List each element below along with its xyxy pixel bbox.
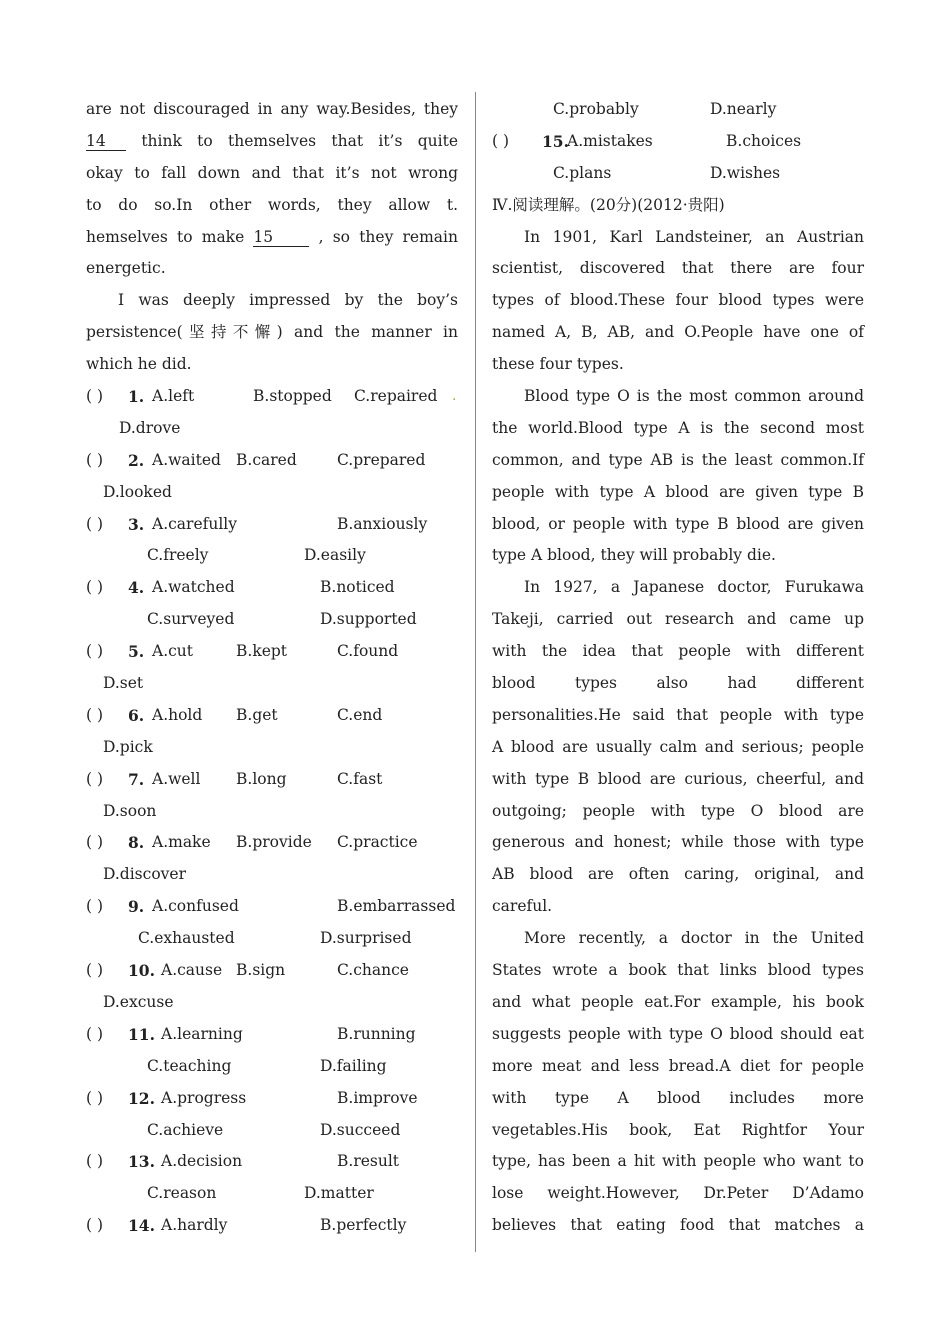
question-row-cont (86, 1178, 458, 1210)
question-row-cont (492, 158, 864, 190)
passage-line: personalities.He said that people with type (492, 705, 864, 724)
question-row (86, 891, 458, 923)
option-b: B.perfectly (320, 1216, 407, 1235)
option-b: B.running (337, 1024, 416, 1043)
question-row-cont (492, 94, 864, 126)
answer-paren: ( ) (86, 1152, 104, 1171)
question-row-cont (86, 1115, 458, 1147)
answer-paren: ( ) (86, 642, 104, 661)
passage-line: I was deeply impressed by the boy’s (118, 291, 458, 310)
passage-line: common, and type AB is the least common.If (492, 450, 864, 469)
question-row-cont (86, 413, 458, 445)
option-d: D.surprised (320, 929, 412, 948)
question-row (86, 827, 458, 859)
passage-line: type A blood, they will probably die. (492, 546, 776, 565)
option-a: A.hardly (161, 1216, 228, 1235)
passage-line: these four types. (492, 355, 624, 374)
answer-paren: ( ) (86, 1024, 104, 1043)
passage-line: type, has been a hit with people who want to (492, 1152, 864, 1171)
passage-line: with type A blood includes more (492, 1088, 864, 1107)
passage-line: blood types also had different (492, 674, 864, 693)
option-d: D.easily (304, 546, 366, 565)
passage-line: AB blood are often caring, original, and (492, 865, 864, 884)
option-a: A.well (152, 769, 201, 788)
option-b: B.embarrassed (337, 897, 456, 916)
question-number: 1. (128, 387, 145, 407)
question-number: 10. (128, 961, 155, 981)
option-b: B.sign (236, 961, 286, 980)
option-b: B.choices (726, 131, 802, 150)
option-c: C.freely (147, 546, 209, 565)
question-row (86, 700, 458, 732)
question-row-cont (86, 987, 458, 1019)
passage-line: Blood type O is the most common around (524, 387, 864, 406)
option-b: B.anxiously (337, 514, 428, 533)
passage-line: careful. (492, 897, 553, 916)
question-row (86, 572, 458, 604)
question-number: 6. (128, 705, 145, 725)
option-b: B.stopped (253, 387, 332, 406)
option-b: B.long (236, 769, 287, 788)
option-d: D.looked (103, 482, 172, 501)
passage-line: named A, B, AB, and O.People have one of (492, 323, 864, 342)
question-row (86, 1210, 458, 1242)
passage-line: lose weight.However, Dr.Peter D’Adamo (492, 1184, 864, 1203)
passage-line: types of blood.These four blood types were (492, 291, 864, 310)
question-number: 12. (128, 1088, 155, 1108)
question-row (86, 1019, 458, 1051)
passage-line: are not discouraged in any way.Besides, they (86, 100, 458, 118)
question-row (86, 381, 458, 413)
option-c: C.practice (337, 833, 418, 852)
option-d: D.drove (119, 418, 181, 437)
option-c: C.found (337, 642, 399, 661)
passage-line: suggests people with type O blood should eat (492, 1024, 864, 1043)
question-row (86, 764, 458, 796)
passage-line: States wrote a book that links blood types (492, 961, 864, 980)
question-row (492, 126, 864, 158)
question-row-cont (86, 477, 458, 509)
question-row-cont (86, 923, 458, 955)
option-a: A.progress (161, 1088, 247, 1107)
right-column (492, 94, 864, 1242)
question-row (86, 955, 458, 987)
passage-line: okay to fall down and that it’s not wrong (86, 163, 458, 182)
question-row (86, 1146, 458, 1178)
passage-line: and what people eat.For example, his book (492, 992, 864, 1011)
passage-line: More recently, a doctor in the United (524, 929, 864, 948)
left-column (86, 94, 458, 1242)
passage-line: In 1901, Karl Landsteiner, an Austrian (524, 227, 864, 246)
option-a: A.carefully (152, 514, 238, 533)
passage-line: to do so.In other words, they allow t. (86, 195, 458, 214)
passage-line: which he did. (86, 355, 192, 374)
option-d: D.matter (304, 1184, 374, 1203)
question-number: 15. (542, 131, 569, 151)
option-b: B.provide (236, 833, 312, 852)
blank-14: 14 (86, 132, 126, 151)
option-d: D.failing (320, 1056, 387, 1075)
option-a: A.decision (161, 1152, 243, 1171)
answer-paren: ( ) (86, 897, 104, 916)
option-c: C.achieve (147, 1120, 224, 1139)
option-b: B.kept (236, 642, 288, 661)
option-a: A.make (152, 833, 211, 852)
option-a: A.cause (161, 961, 223, 980)
passage-line: generous and honest; while those with type (492, 833, 864, 852)
answer-paren: ( ) (86, 450, 104, 469)
option-d: D.pick (103, 737, 153, 756)
question-number: 8. (128, 833, 145, 853)
question-row-cont (86, 732, 458, 764)
question-number: 14. (128, 1216, 155, 1236)
question-number: 11. (128, 1024, 155, 1044)
option-d: D.excuse (103, 992, 174, 1011)
option-c: C.repaired (354, 387, 438, 406)
answer-paren: ( ) (86, 1216, 104, 1235)
question-number: 4. (128, 578, 145, 598)
option-d: D.discover (103, 865, 186, 884)
passage-line: In 1927, a Japanese doctor, Furukawa (524, 578, 864, 597)
option-c: C.prepared (337, 450, 426, 469)
passage-line: Takeji, carried out research and came up (492, 610, 864, 629)
question-row (86, 445, 458, 477)
option-c: C.surveyed (147, 610, 235, 629)
passage-line: vegetables.His book, Eat Rightfor Your (492, 1120, 864, 1139)
option-c: C.probably (553, 100, 639, 118)
passage-line: more meat and less bread.A diet for people (492, 1056, 864, 1075)
option-c: C.end (337, 705, 383, 724)
option-a: A.waited (152, 450, 221, 469)
option-c: C.plans (553, 163, 612, 182)
question-number: 9. (128, 897, 145, 917)
question-number: 2. (128, 450, 145, 470)
option-a: A.cut (152, 642, 194, 661)
passage-line: energetic. (86, 259, 166, 278)
section-heading: Ⅳ.阅读理解。(20分)(2012·贵阳) (492, 195, 725, 214)
option-b: B.get (236, 705, 278, 724)
question-row-cont (86, 540, 458, 572)
option-d: D.set (103, 674, 144, 693)
answer-paren: ( ) (86, 387, 104, 406)
question-row-cont (86, 1051, 458, 1083)
passage-line: blood, or people with type B blood are given (492, 514, 864, 533)
option-d: D.nearly (710, 100, 777, 118)
passage-line: persistence(坚持不懈) and the manner in (86, 323, 458, 342)
question-row-cont (86, 604, 458, 636)
option-d: D.supported (320, 610, 417, 629)
option-c: C.reason (147, 1184, 217, 1203)
passage-line: scientist, discovered that there are four (492, 259, 864, 278)
answer-paren: ( ) (86, 833, 104, 852)
option-c: C.exhausted (138, 929, 235, 948)
option-b: B.improve (337, 1088, 418, 1107)
question-number: 3. (128, 514, 145, 534)
question-row (86, 509, 458, 541)
answer-paren: ( ) (86, 961, 104, 980)
question-row (86, 1083, 458, 1115)
question-number: 13. (128, 1152, 155, 1172)
passage-line: people with type A blood are given type B (492, 482, 864, 501)
answer-paren: ( ) (86, 578, 104, 597)
option-a: A.learning (161, 1024, 243, 1043)
question-number: 5. (128, 642, 145, 662)
passage-line: hemselves to make 15 , so they remain (86, 227, 458, 246)
dot-mark: . (452, 388, 457, 405)
option-d: D.soon (103, 801, 157, 820)
answer-paren: ( ) (492, 131, 510, 150)
answer-paren: ( ) (86, 769, 104, 788)
passage-line: with type B blood are curious, cheerful, and (492, 769, 864, 788)
option-b: B.cared (236, 450, 297, 469)
option-b: B.noticed (320, 578, 395, 597)
passage-line: the world.Blood type A is the second most (492, 418, 864, 437)
question-row (86, 636, 458, 668)
option-a: A.mistakes (567, 131, 653, 150)
answer-paren: ( ) (86, 1088, 104, 1107)
option-c: C.chance (337, 961, 409, 980)
answer-paren: ( ) (86, 514, 104, 533)
option-a: A.watched (152, 578, 235, 597)
column-divider (475, 92, 476, 1252)
option-a: A.left (152, 387, 195, 406)
passage-line: believes that eating food that matches a (492, 1216, 864, 1235)
question-row-cont (86, 668, 458, 700)
option-c: C.teaching (147, 1056, 232, 1075)
passage-line: outgoing; people with type O blood are (492, 801, 864, 820)
question-row-cont (86, 796, 458, 828)
option-c: C.fast (337, 769, 383, 788)
blank-15: 15 (253, 228, 309, 247)
option-b: B.result (337, 1152, 400, 1171)
option-d: D.wishes (710, 163, 781, 182)
passage-line: 14 think to themselves that it’s quite (86, 131, 458, 150)
question-row-cont (86, 859, 458, 891)
passage-line: with the idea that people with different (492, 642, 864, 661)
question-number: 7. (128, 769, 145, 789)
passage-line: A blood are usually calm and serious; people (492, 737, 864, 756)
answer-paren: ( ) (86, 705, 104, 724)
option-a: A.confused (152, 897, 239, 916)
option-a: A.hold (152, 705, 203, 724)
option-d: D.succeed (320, 1120, 401, 1139)
